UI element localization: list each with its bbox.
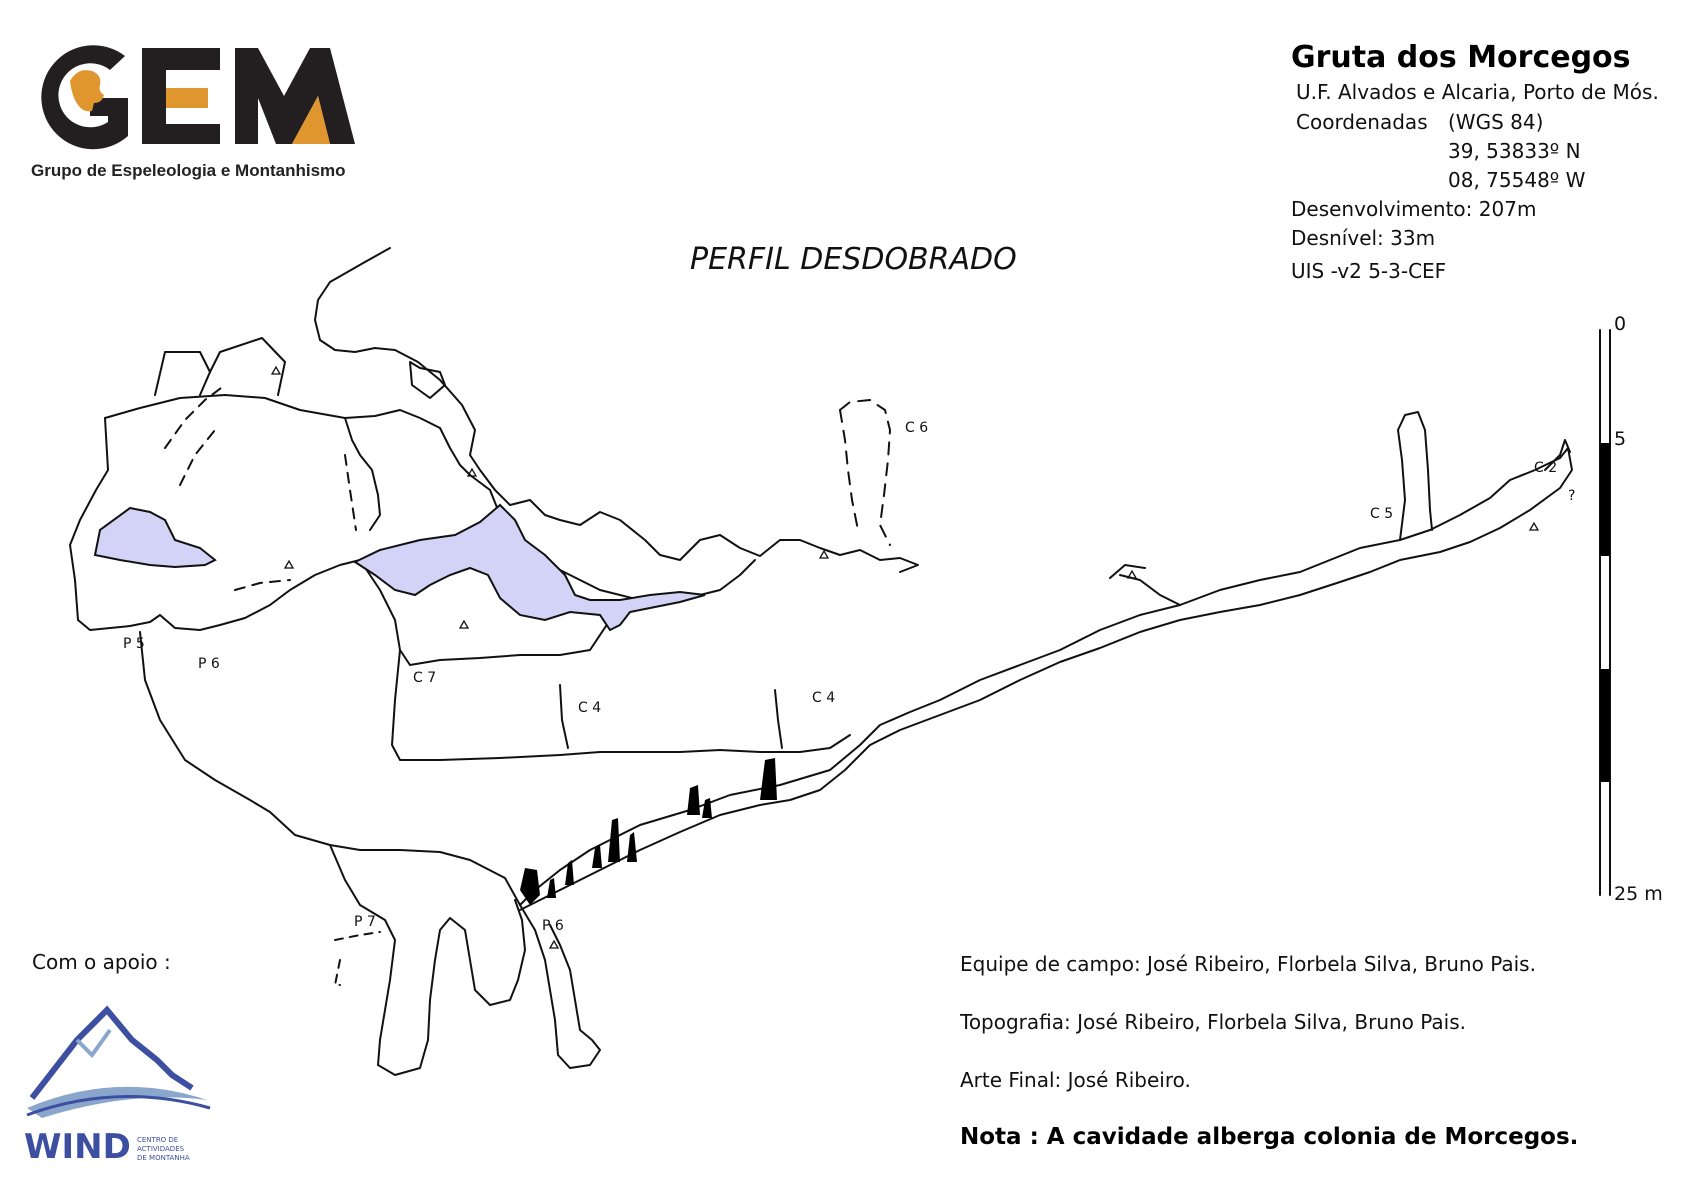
label-c4-left: C 4 (578, 700, 602, 716)
label-p7: P 7 (354, 914, 376, 930)
wind-logo (22, 1000, 212, 1170)
diagram-title: PERFIL DESDOBRADO (690, 242, 1017, 277)
label-c2: C 2 (1534, 460, 1558, 476)
label-c6: C 6 (905, 420, 929, 436)
label-c7: C 7 (413, 670, 437, 686)
gem-tagline: Grupo de Espeleologia e Montanhismo (31, 161, 346, 180)
credit-field-team: Equipe de campo: José Ribeiro, Florbela Silva, Bruno Pais. (960, 952, 1536, 976)
scale-label-top: 0 (1614, 313, 1627, 335)
wind-logo-mark (22, 1000, 212, 1170)
upper-chamber (105, 395, 470, 475)
sponsor-label: Com o apoio : (32, 950, 171, 974)
label-c5: C 5 (1370, 506, 1394, 522)
pool-left (95, 508, 215, 567)
label-p6-lower: P 6 (542, 918, 564, 934)
credit-artwork: Arte Final: José Ribeiro. (960, 1068, 1191, 1092)
coords-label: Coordenadas (1296, 110, 1428, 134)
cave-name: Gruta dos Morcegos (1291, 40, 1631, 75)
longitude: 08, 75548º W (1448, 168, 1586, 192)
wind-name: WIND (24, 1127, 131, 1167)
water-pools (95, 505, 705, 630)
speleothems (520, 758, 777, 905)
wind-sub1: CENTRO DE (137, 1136, 179, 1144)
wind-sub2: ACTIVIDADES (137, 1145, 185, 1153)
depth: Desnível: 33m (1291, 226, 1436, 250)
latitude: 39, 53833º N (1448, 139, 1581, 163)
label-p6-upper: P 6 (198, 656, 220, 672)
surface-line (315, 248, 918, 572)
label-p5: P 5 (123, 636, 145, 652)
bat-colony-note: Nota : A cavidade alberga colonia de Morcegos. (960, 1124, 1579, 1150)
development: Desenvolvimento: 207m (1291, 197, 1537, 221)
uis-code: UIS -v2 5-3-CEF (1291, 259, 1447, 283)
datum: (WGS 84) (1448, 110, 1544, 134)
wind-sub3: DE MONTANHA (137, 1154, 190, 1162)
label-c4-right: C 4 (812, 690, 836, 706)
cave-location: U.F. Alvados e Alcaria, Porto de Mós. (1296, 80, 1659, 104)
scale-label-bottom: 25 m (1614, 883, 1663, 905)
label-question: ? (1568, 488, 1576, 504)
credit-topography: Topografia: José Ribeiro, Florbela Silva, Bruno Pais. (960, 1010, 1467, 1034)
scale-label-mid: 5 (1614, 428, 1627, 450)
pool-center (355, 505, 705, 630)
